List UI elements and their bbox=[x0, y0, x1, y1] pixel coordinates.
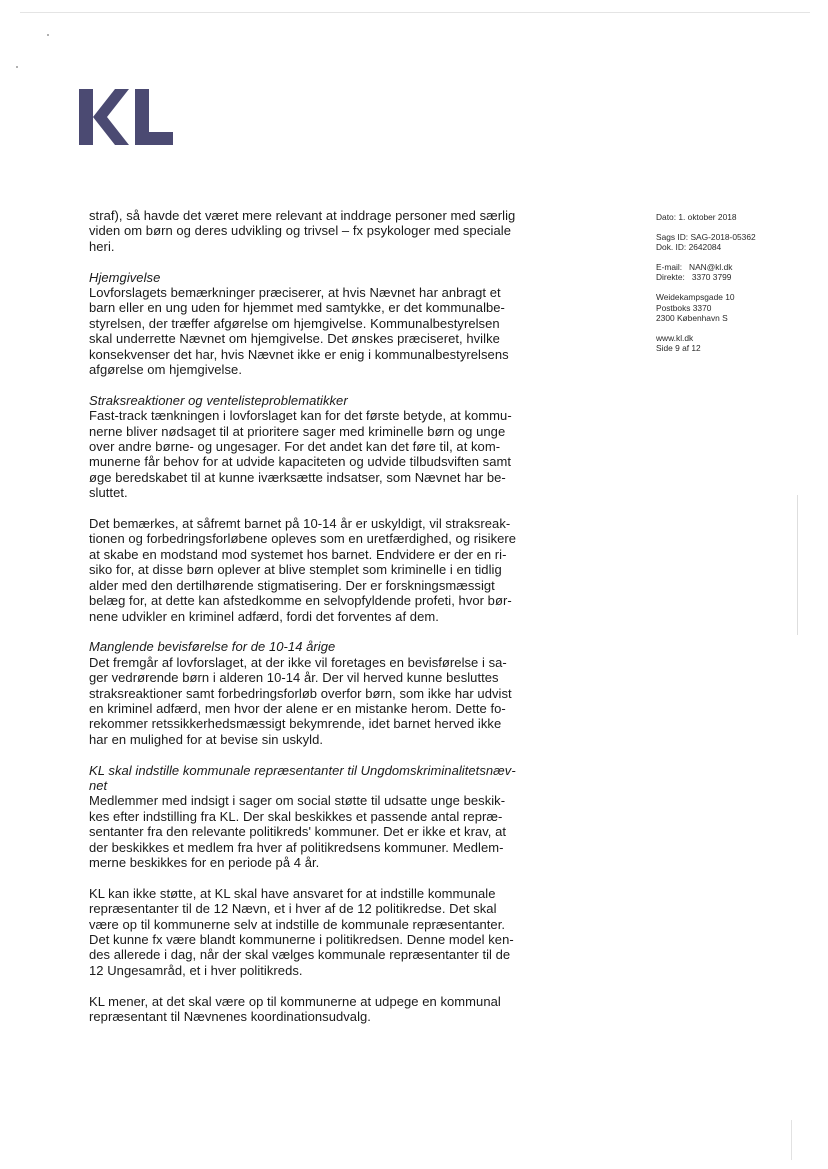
text-line: Fast-track tænkningen i lovforslaget kan for det første betyde, at kommu- bbox=[89, 408, 512, 424]
scan-edge-line bbox=[797, 495, 798, 635]
text-line: alder med den dertilhørende stigmatisering. Der er forskningsmæssigt bbox=[89, 577, 495, 593]
text-line: over andre børne- og ungesager. For det andet kan det føre til, at kom- bbox=[89, 439, 501, 455]
case-group bbox=[656, 232, 806, 253]
text-line: at skabe en modstand mod systemet hos barnet. Endvidere er der en ri- bbox=[89, 546, 507, 562]
phone-line: Direkte: 3370 3799 bbox=[656, 272, 732, 283]
address-line: 2300 København S bbox=[656, 313, 728, 324]
text-line: merne beskikkes for en periode på 4 år. bbox=[89, 854, 320, 870]
text-line: repræsentanter til de 12 Nævn, et i hver af de 12 politikredse. Det skal bbox=[89, 901, 497, 917]
text-line: Det fremgår af lovforslaget, at der ikke vil foretages en bevisførelse i sa- bbox=[89, 654, 507, 670]
text-line: Medlemmer med indsigt i sager om social støtte til udsatte unge beskik- bbox=[89, 793, 506, 809]
text-line: heri. bbox=[89, 238, 115, 254]
text-line: sluttet. bbox=[89, 485, 128, 501]
paragraph-kl-kan-ikke-stoette bbox=[89, 886, 547, 978]
text-line: kes efter indstilling fra KL. Der skal beskikkes et passende antal repræ- bbox=[89, 808, 503, 824]
top-rule bbox=[20, 12, 810, 13]
scan-edge-line bbox=[791, 1120, 792, 1160]
text-line: konsekvenser det har, hvis Nævnet ikke er enig i kommunalbestyrelsens bbox=[89, 346, 509, 362]
text-line: belæg for, at dette kan afstedkomme en selvopfyldende profeti, hvor bør- bbox=[89, 593, 512, 609]
kl-logo bbox=[79, 89, 175, 145]
case-id: Sags ID: SAG-2018-05362 bbox=[656, 231, 756, 242]
letter-sidebar bbox=[656, 212, 806, 363]
address-line: Postboks 3370 bbox=[656, 302, 712, 313]
text-line: munerne får behov for at udvide kapaciteten og udvide tilbudsviften samt bbox=[89, 454, 512, 470]
text-line: der beskikkes et medlem fra hver af politikredsens kommuner. Medlem- bbox=[89, 839, 504, 855]
paragraph-kl-mener bbox=[89, 994, 547, 1025]
web-group bbox=[656, 333, 806, 354]
section-straksreaktioner bbox=[89, 393, 547, 501]
section-repraesentanter bbox=[89, 763, 547, 871]
text-line: repræsentant til Nævnenes koordinationsudvalg. bbox=[89, 1009, 371, 1025]
email-line: E-mail: NAN@kl.dk bbox=[656, 261, 733, 272]
text-line: nene udvikler en kriminel adfærd, fordi det forventes af dem. bbox=[89, 608, 439, 624]
contact-group bbox=[656, 262, 806, 283]
text-line: KL mener, at det skal være op til kommunerne at udpege en kommunal bbox=[89, 993, 501, 1009]
text-line: des allerede i dag, når der skal vælges kommunale repræsentanter til de bbox=[89, 947, 511, 963]
text-line: nerne bliver nødsaget til at prioritere sager med kriminelle børn og unge bbox=[89, 423, 506, 439]
date-line: Dato: 1. oktober 2018 bbox=[656, 212, 737, 222]
text-line: viden om børn og deres udvikling og trivsel – fx psykologer med speciale bbox=[89, 223, 511, 239]
website: www.kl.dk bbox=[656, 332, 694, 343]
text-line: 12 Ungesamråd, et i hver politikreds. bbox=[89, 962, 303, 978]
section-heading-cont: net bbox=[89, 777, 108, 793]
text-line: tionen og forbedringsforløbene opleves som en uretfærdighed, og risikere bbox=[89, 531, 517, 547]
scan-speck bbox=[47, 34, 49, 36]
address-group bbox=[656, 292, 806, 324]
section-heading: Hjemgivelse bbox=[89, 269, 161, 285]
page-number: Side 9 af 12 bbox=[656, 343, 701, 354]
text-line: har en mulighed for at bevise sin uskyld. bbox=[89, 731, 324, 747]
text-line: sentanter fra den relevante politikreds' kommuner. Det er ikke et krav, at bbox=[89, 824, 507, 840]
doc-id: Dok. ID: 2642084 bbox=[656, 242, 722, 253]
text-line: KL kan ikke støtte, at KL skal have ansvaret for at indstille kommunale bbox=[89, 885, 496, 901]
text-line: barn eller en ung uden for hjemmet med samtykke, er det kommunalbe- bbox=[89, 300, 505, 316]
text-line: ger vedrørende børn i alderen 10-14 år. Der vil herved kunne besluttes bbox=[89, 670, 499, 686]
date-group bbox=[656, 212, 806, 223]
text-line: en kriminel adfærd, men hvor der alene er en mistanke herom. Dette fo- bbox=[89, 700, 506, 716]
text-line: styrelsen, der træffer afgørelse om hjemgivelse. Kommunalbestyrelsen bbox=[89, 315, 500, 331]
text-line: rekommer retssikkerhedsmæssigt bekymrende, idet barnet herved ikke bbox=[89, 716, 502, 732]
text-line: Det kunne fx være blandt kommunerne i politikredsen. Denne model ken- bbox=[89, 932, 514, 947]
address-line: Weidekampsgade 10 bbox=[656, 291, 735, 302]
section-heading: KL skal indstille kommunale repræsentanter til Ungdomskriminalitetsnæv- bbox=[89, 762, 516, 778]
section-bevisfoerelse bbox=[89, 639, 547, 747]
text-line: siko for, at disse børn oplever at blive stemplet som kriminelle i en tidlig bbox=[89, 562, 502, 578]
paragraph-uskyldig bbox=[89, 516, 547, 624]
text-line: straf), så havde det været mere relevant at inddrage personer med særlig bbox=[89, 208, 516, 223]
section-heading: Manglende bevisførelse for de 10-14 årige bbox=[89, 639, 336, 655]
text-line: være op til kommunerne selv at indstille de kommunale repræsentanter. bbox=[89, 916, 506, 932]
letter-body bbox=[89, 208, 547, 1040]
text-line: øge beredskabet til at kunne iværksætte indsatser, som Nævnet har be- bbox=[89, 469, 506, 485]
section-hjemgivelse bbox=[89, 270, 547, 378]
intro-paragraph bbox=[89, 208, 547, 254]
text-line: afgørelse om hjemgivelse. bbox=[89, 362, 242, 378]
section-heading: Straksreaktioner og ventelisteproblematikker bbox=[89, 392, 348, 408]
text-line: Lovforslagets bemærkninger præciserer, at hvis Nævnet har anbragt et bbox=[89, 285, 501, 301]
text-line: Det bemærkes, at såfremt barnet på 10-14 år er uskyldigt, vil straksreak- bbox=[89, 516, 511, 532]
scan-speck bbox=[16, 66, 18, 68]
text-line: straksreaktioner samt forbedringsforløb overfor børn, som ikke har udvist bbox=[89, 685, 512, 701]
text-line: skal underrette Nævnet om hjemgivelse. Det ønskes præciseret, hvilke bbox=[89, 331, 500, 347]
